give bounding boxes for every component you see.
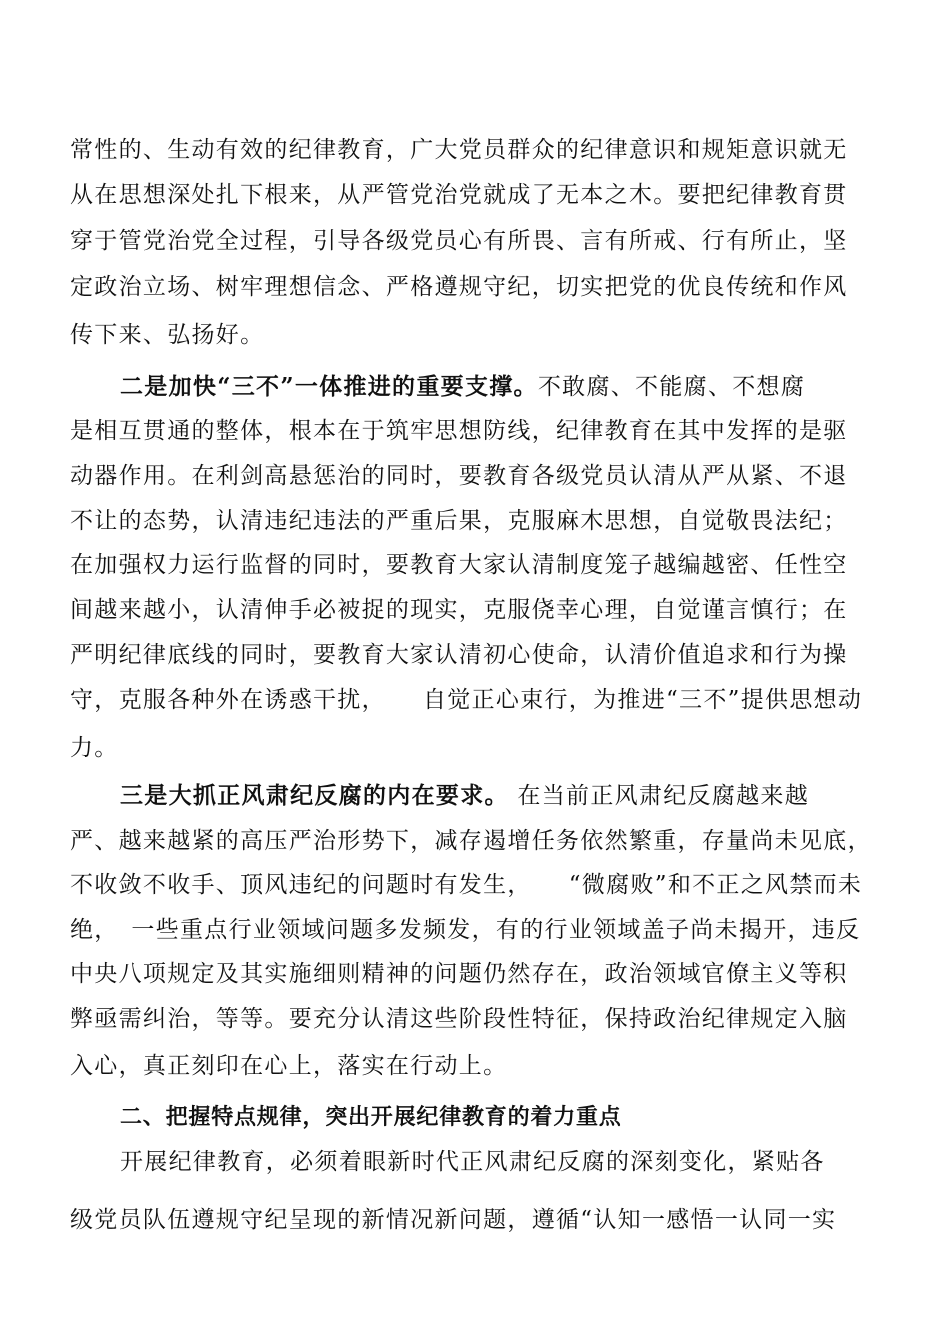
paragraph-line: 间越来越小，认清伸手必被捉的现实，克服侥幸心理，自觉谨言慎行；在 [70,597,848,623]
section-heading: 二、把握特点规律，突出开展纪律教育的着力重点 [120,1105,622,1130]
lead-sentence: 二是加快“三不”一体推进的重要支撑。 [120,373,538,400]
paragraph-line: 严、越来越紧的高压严治形势下，减存遏增任务依然繁重，存量尚未见底， [70,828,872,854]
paragraph-line: 中央八项规定及其实施细则精神的问题仍然存在，政治领域官僚主义等积 [70,961,848,987]
paragraph-line: 定政治立场、树牢理想信念、严格遵规守纪，切实把党的优良传统和作风 [70,274,848,300]
paragraph-line: 不收敛不收手、顶风违纪的问题时有发生， “微腐败”和不正之风禁而未 [70,872,863,898]
paragraph-line: 力。 [70,735,119,761]
paragraph-line: 级党员队伍遵规守纪呈现的新情况新问题，遵循“认知一感悟一认同一实 [70,1207,837,1233]
paragraph-line [120,372,882,402]
paragraph-line: 在加强权力运行监督的同时，要教育大家认清制度笼子越编越密、任性空 [70,552,848,578]
paragraph-line: 传下来、弘扬好。 [70,322,265,348]
paragraph-line: 严明纪律底线的同时，要教育大家认清初心使命，认清价值追求和行为操 [70,642,848,668]
paragraph-line: 常性的、生动有效的纪律教育，广大党员群众的纪律意识和规矩意识就无 [70,137,848,163]
paragraph-line: 是相互贯通的整体，根本在于筑牢思想防线，纪律教育在其中发挥的是驱 [70,418,848,444]
paragraph-line: 守，克服各种外在诱惑干扰， 自觉正心束行，为推进“三不”提供思想动 [70,687,863,713]
paragraph-line: 穿于管党治党全过程，引导各级党员心有所畏、言有所戒、行有所止，坚 [70,228,848,254]
paragraph-line: 弊亟需纠治，等等。要充分认清这些阶段性特征，保持政治纪律规定入脑 [70,1006,848,1032]
paragraph-line [120,781,882,811]
paragraph-line: 绝， 一些重点行业领域问题多发频发，有的行业领域盖子尚未揭开，违反 [70,917,861,943]
paragraph-line: 入心，真正刻印在心上，落实在行动上。 [70,1053,508,1079]
paragraph-line: 不让的态势，认清违纪违法的严重后果，克服麻木思想，自觉敬畏法纪； [70,508,848,534]
lead-continuation: 在当前正风肃纪反腐越来越 [508,783,810,809]
paragraph-line: 动器作用。在利剑高悬惩治的同时，要教育各级党员认清从严从紧、不退 [70,463,848,489]
paragraph-line: 开展纪律教育，必须着眼新时代正风肃纪反腐的深刻变化，紧贴各 [120,1149,825,1175]
paragraph-line: 从在思想深处扎下根来，从严管党治党就成了无本之木。要把纪律教育贯 [70,182,848,208]
lead-sentence: 三是大抓正风肃纪反腐的内在要求。 [120,782,509,809]
lead-continuation: 不敢腐、不能腐、不想腐 [537,374,806,400]
